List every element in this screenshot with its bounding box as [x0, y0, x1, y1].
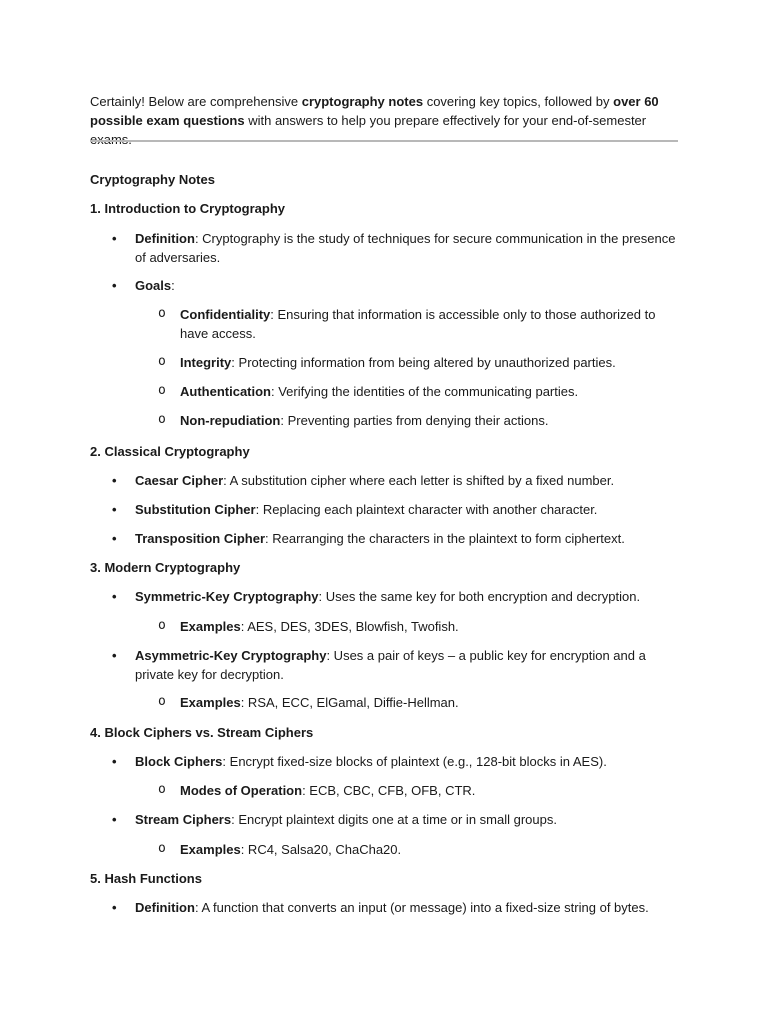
item-text: : AES, DES, 3DES, Blowfish, Twofish. [240, 619, 459, 634]
section-heading: 1. Introduction to Cryptography [90, 201, 285, 216]
sub-list-item [158, 353, 680, 372]
circle-bullet-icon: o [158, 412, 166, 427]
horizontal-divider [90, 140, 678, 142]
circle-bullet-icon: o [158, 694, 166, 709]
item-term: Integrity [180, 355, 232, 370]
item-term: Substitution Cipher [135, 502, 256, 517]
item-text: : Encrypt fixed-size blocks of plaintext (e.g., 128-bit blocks in AES). [222, 754, 607, 769]
item-term: Non-repudiation [180, 413, 281, 428]
notes-title: Cryptography Notes [90, 172, 215, 187]
intro-text-2: covering key topics, followed by [423, 94, 614, 109]
sub-list-item [158, 840, 680, 859]
item-term: Asymmetric-Key Cryptography [135, 648, 327, 663]
list-item [112, 471, 680, 490]
circle-bullet-icon: o [158, 782, 166, 797]
item-text: : RC4, Salsa20, ChaCha20. [240, 842, 402, 857]
sub-list-item [158, 781, 680, 800]
item-text: : Uses a pair of keys – a public key for encryption and a private key for decryption. [135, 648, 646, 682]
circle-bullet-icon: o [158, 383, 166, 398]
list-item [112, 276, 680, 295]
intro-bold-2: over 60 possible exam questions [90, 94, 659, 128]
item-term: Examples [180, 695, 241, 710]
item-term: Goals [135, 278, 172, 293]
item-term: Confidentiality [180, 307, 271, 322]
circle-bullet-icon: o [158, 841, 166, 856]
item-text: : Verifying the identities of the communicating parties. [271, 384, 579, 399]
item-text: : Cryptography is the study of techniques for secure communication in the presence of adversaries. [135, 231, 676, 265]
bullet-icon: • [112, 900, 117, 915]
bullet-icon: • [112, 231, 117, 246]
item-text: : Preventing parties from denying their actions. [280, 413, 549, 428]
sub-list-item [158, 693, 680, 712]
intro-text-3: with answers to help you prepare effectively for your end-of-semester exams. [90, 113, 647, 147]
list-item [112, 529, 680, 548]
item-text: : A function that converts an input (or message) into a fixed-size string of bytes. [194, 900, 649, 915]
circle-bullet-icon: o [158, 354, 166, 369]
item-text: : Protecting information from being altered by unauthorized parties. [231, 355, 616, 370]
section-heading: 4. Block Ciphers vs. Stream Ciphers [90, 725, 314, 740]
item-text: : A substitution cipher where each letter is shifted by a fixed number. [223, 473, 615, 488]
item-text: : ECB, CBC, CFB, OFB, CTR. [302, 783, 476, 798]
circle-bullet-icon: o [158, 306, 166, 321]
item-term: Modes of Operation [180, 783, 303, 798]
bullet-icon: • [112, 589, 117, 604]
sub-list-item [158, 382, 680, 401]
section-heading: 2. Classical Cryptography [90, 444, 250, 459]
bullet-icon: • [112, 473, 117, 488]
circle-bullet-icon: o [158, 618, 166, 633]
item-text: : [171, 278, 175, 293]
bullet-icon: • [112, 502, 117, 517]
item-term: Examples [180, 842, 241, 857]
sub-list-item [158, 411, 680, 430]
bullet-icon: • [112, 278, 117, 293]
item-term: Authentication [180, 384, 271, 399]
list-item [112, 500, 680, 519]
bullet-icon: • [112, 754, 117, 769]
item-text: : Replacing each plaintext character with another character. [255, 502, 598, 517]
section-heading: 5. Hash Functions [90, 871, 202, 886]
list-item [112, 587, 680, 606]
list-item [112, 810, 680, 829]
item-text: : RSA, ECC, ElGamal, Diffie-Hellman. [240, 695, 459, 710]
bullet-icon: • [112, 812, 117, 827]
item-text: : Encrypt plaintext digits one at a time or in small groups. [231, 812, 557, 827]
intro-text-1: Certainly! Below are comprehensive [90, 94, 302, 109]
list-item [112, 229, 680, 267]
item-term: Stream Ciphers [135, 812, 232, 827]
bullet-icon: • [112, 648, 117, 663]
item-term: Definition [135, 900, 195, 915]
item-text: : Ensuring that information is accessible only to those authorized to have access. [180, 307, 656, 341]
list-item [112, 752, 680, 771]
sub-list-item [158, 617, 680, 636]
section-heading: 3. Modern Cryptography [90, 560, 241, 575]
item-term: Caesar Cipher [135, 473, 224, 488]
item-term: Definition [135, 231, 195, 246]
bullet-icon: • [112, 531, 117, 546]
item-text: : Uses the same key for both encryption and decryption. [318, 589, 641, 604]
item-term: Block Ciphers [135, 754, 223, 769]
item-term: Examples [180, 619, 241, 634]
item-term: Transposition Cipher [135, 531, 266, 546]
sub-list-item [158, 305, 680, 343]
item-text: : Rearranging the characters in the plaintext to form ciphertext. [265, 531, 625, 546]
list-item [112, 646, 680, 684]
intro-bold-1: cryptography notes [301, 94, 424, 109]
list-item [112, 898, 680, 917]
item-term: Symmetric-Key Cryptography [135, 589, 319, 604]
